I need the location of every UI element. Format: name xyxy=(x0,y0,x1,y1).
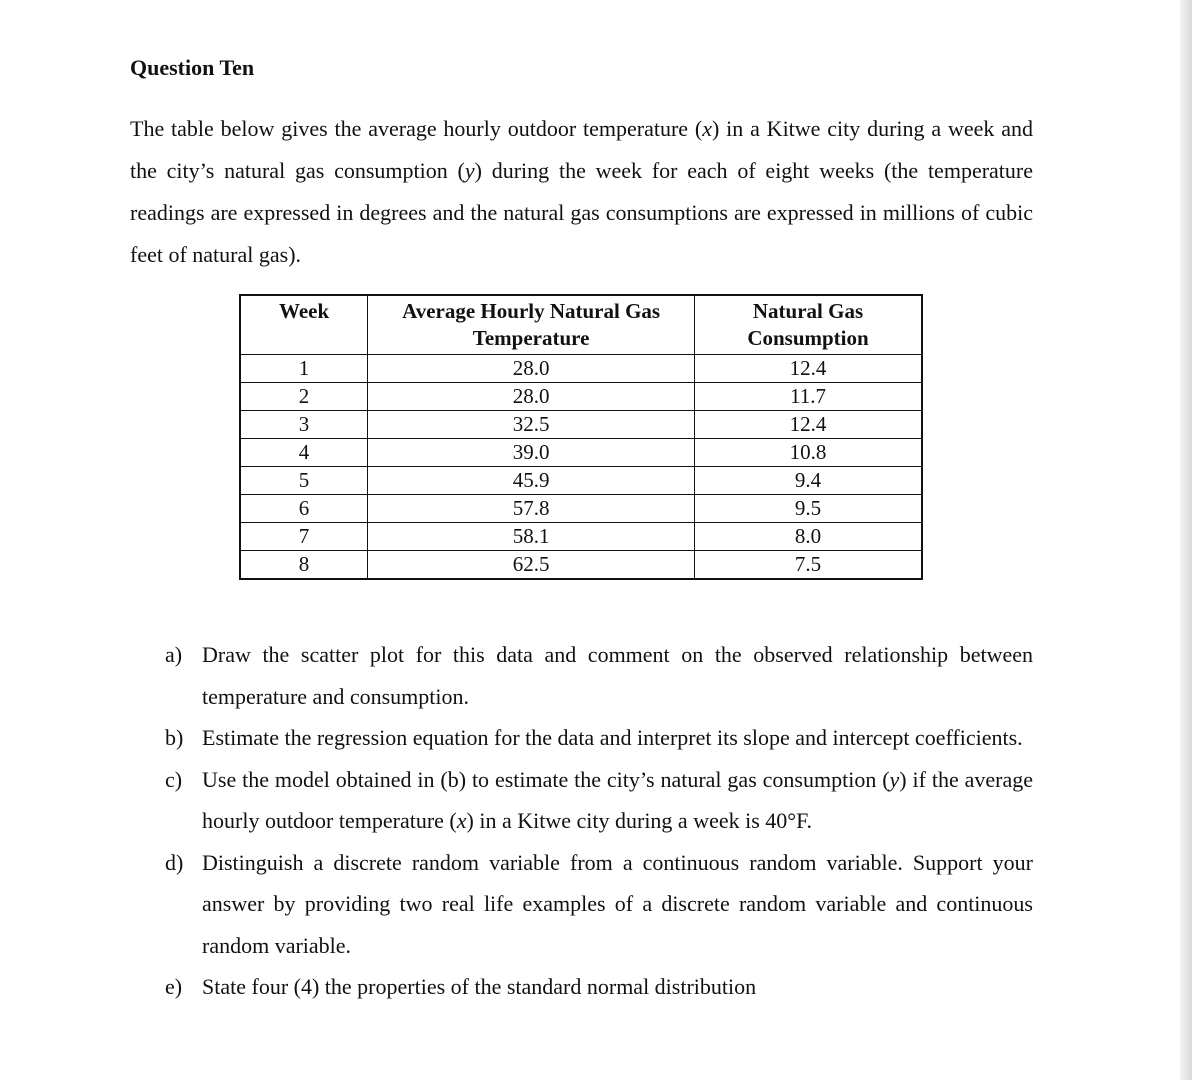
cell-consumption: 9.4 xyxy=(695,467,922,495)
cell-temperature: 45.9 xyxy=(368,467,695,495)
cell-temperature: 39.0 xyxy=(368,439,695,467)
cell-temperature: 62.5 xyxy=(368,551,695,580)
intro-paragraph xyxy=(130,108,1033,276)
table-row xyxy=(240,467,922,495)
question-c-part-2: ) if the average hourly outdoor temperature ( xyxy=(202,766,1033,833)
cell-consumption: 8.0 xyxy=(695,523,922,551)
question-text: Draw the scatter plot for this data and comment on the observed relationship between temperature and consumption. xyxy=(202,642,1033,709)
cell-temperature: 58.1 xyxy=(368,523,695,551)
question-c-y-variable: y xyxy=(889,766,900,792)
cell-week: 5 xyxy=(240,467,368,495)
cell-consumption: 11.7 xyxy=(695,383,922,411)
cell-week: 7 xyxy=(240,523,368,551)
cell-consumption: 9.5 xyxy=(695,495,922,523)
intro-part-1: The table below gives the average hourly outdoor temperature ( xyxy=(130,116,703,141)
question-item-b xyxy=(165,717,1033,759)
cell-week: 8 xyxy=(240,551,368,580)
question-list xyxy=(165,634,1033,1008)
question-marker: c) xyxy=(165,766,183,792)
question-marker: e) xyxy=(165,974,183,999)
question-c-part-1: Use the model obtained in (b) to estimate the city’s natural gas consumption ( xyxy=(202,766,890,792)
question-marker: a) xyxy=(165,642,183,667)
intro-x-variable: x xyxy=(702,116,712,141)
cell-temperature: 28.0 xyxy=(368,383,695,411)
question-title: Question Ten xyxy=(130,55,255,80)
question-item-d xyxy=(165,842,1033,967)
question-marker: d) xyxy=(165,849,184,875)
cell-consumption: 12.4 xyxy=(695,411,922,439)
cell-week: 6 xyxy=(240,495,368,523)
intro-part-3: ) during the week for each of eight weeks (the temperature readings are expressed in degrees and the natural gas consumptions are expressed in millions of cubic feet of natural gas). xyxy=(130,158,1033,267)
cell-consumption: 10.8 xyxy=(695,439,922,467)
header-consumption: Natural Gas Consumption xyxy=(695,295,922,355)
question-item-e xyxy=(165,966,1033,1008)
cell-week: 4 xyxy=(240,439,368,467)
table-row xyxy=(240,355,922,383)
cell-temperature: 57.8 xyxy=(368,495,695,523)
cell-consumption: 7.5 xyxy=(695,551,922,580)
cell-temperature: 28.0 xyxy=(368,355,695,383)
cell-consumption: 12.4 xyxy=(695,355,922,383)
question-item-a xyxy=(165,634,1033,717)
question-text xyxy=(202,767,1033,834)
cell-temperature: 32.5 xyxy=(368,411,695,439)
cell-week: 1 xyxy=(240,355,368,383)
question-item-c xyxy=(165,759,1033,842)
question-c-x-variable: x xyxy=(456,808,467,833)
table-row xyxy=(240,551,922,580)
table-row xyxy=(240,383,922,411)
table-row xyxy=(240,411,922,439)
table-row xyxy=(240,439,922,467)
table-header-row xyxy=(240,295,922,355)
cell-week: 2 xyxy=(240,383,368,411)
question-text: State four (4) the properties of the standard normal distribution xyxy=(202,974,757,999)
question-text: Distinguish a discrete random variable from a continuous random variable. Support your answer by providing two real life examples of a discrete random variable and continuous random variable. xyxy=(202,849,1033,958)
question-c-part-3: ) in a Kitwe city during a week is 40°F. xyxy=(466,808,813,833)
question-text: Estimate the regression equation for the data and interpret its slope and intercept coefficients. xyxy=(202,725,1023,750)
cell-week: 3 xyxy=(240,411,368,439)
header-temperature: Average Hourly Natural Gas Temperature xyxy=(368,295,695,355)
intro-y-variable: y xyxy=(464,158,475,183)
data-table xyxy=(239,294,923,580)
header-week: Week xyxy=(240,295,368,355)
page-edge-shadow xyxy=(1180,0,1192,1080)
intro-part-2: ) in a Kitwe city during a week and the city’s natural gas consumption ( xyxy=(130,116,1033,183)
table-row xyxy=(240,495,922,523)
question-marker: b) xyxy=(165,725,184,750)
table-row xyxy=(240,523,922,551)
